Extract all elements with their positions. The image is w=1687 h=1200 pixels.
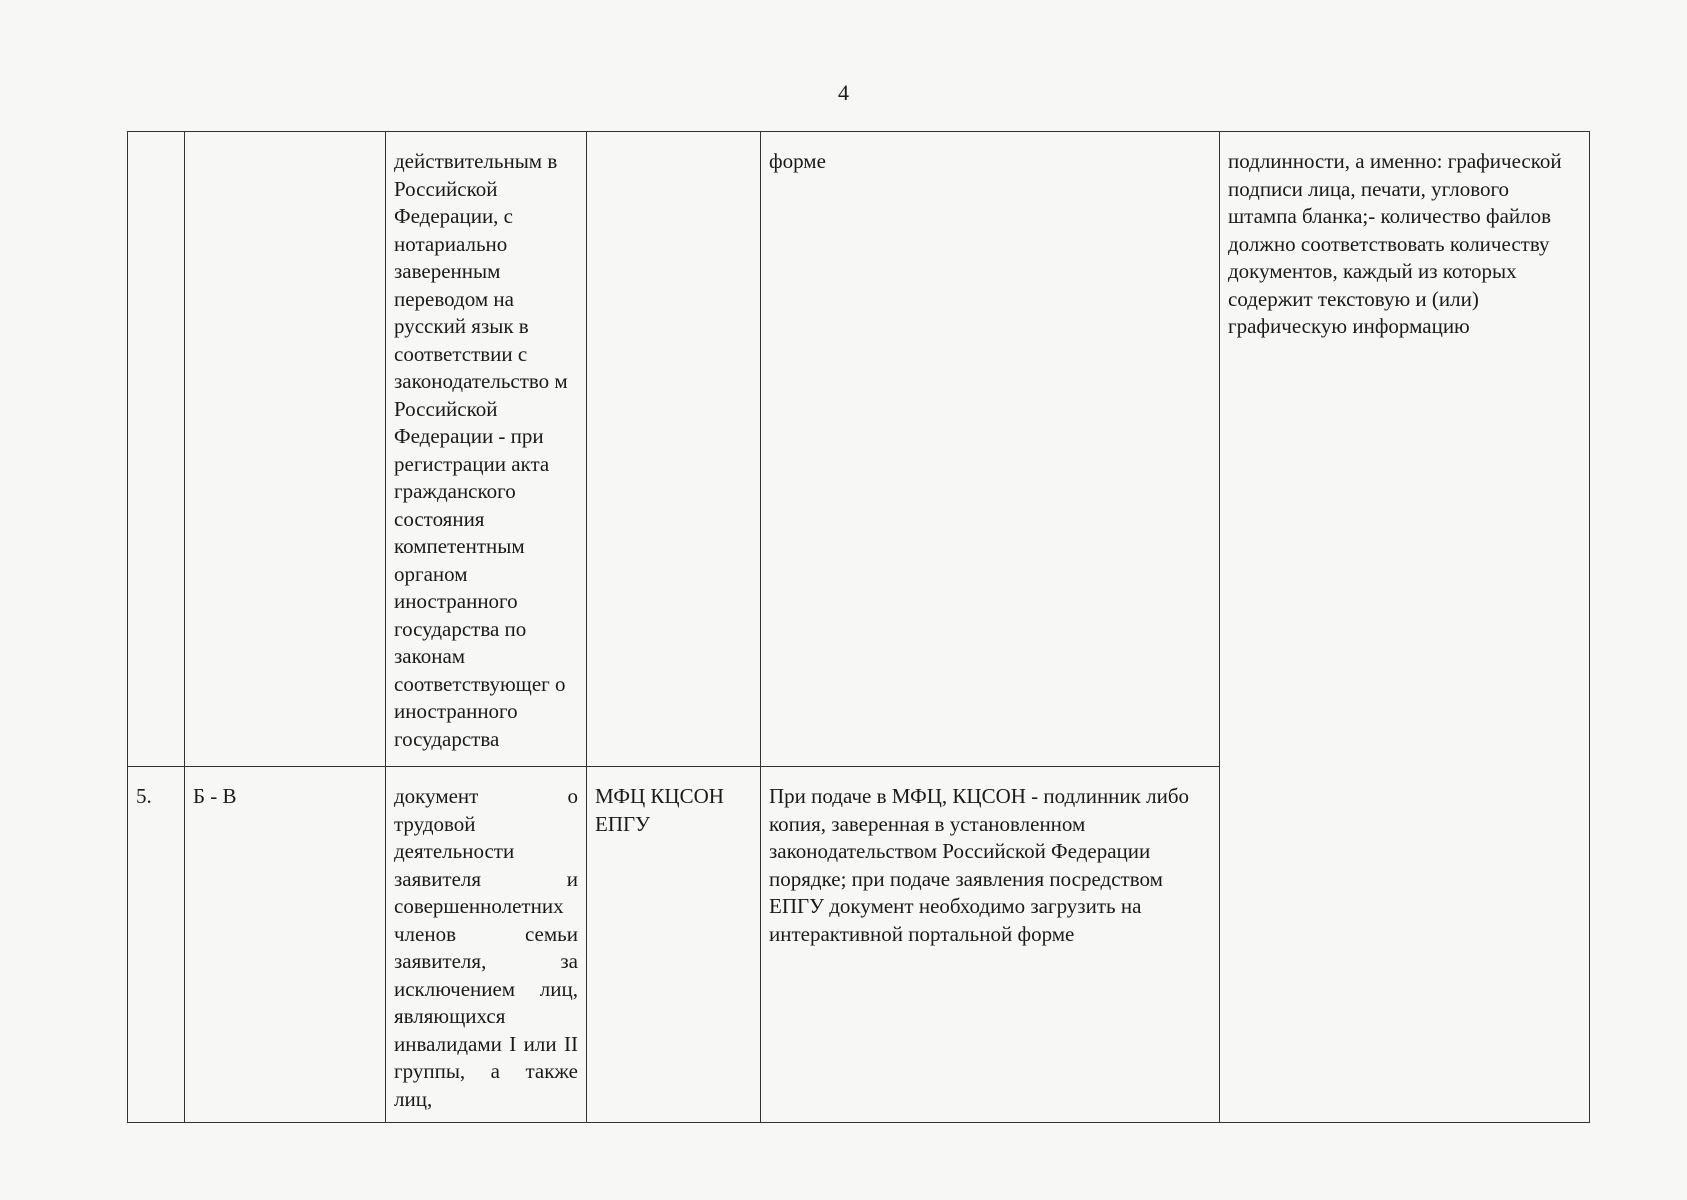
requirements-table xyxy=(127,131,1590,1123)
row-number-cell: 5. xyxy=(128,767,185,1123)
document-name-cell: документ о трудовой деятельности заявителя и совершеннолетних членов семьи заявителя, за исключением лиц, являющихся инвалидами I или II группы, а также лиц, xyxy=(386,767,587,1123)
page-number: 4 xyxy=(838,80,849,105)
document-name-cell: действительным в Российской Федерации, с нотариально заверенным переводом на русский язык в соответствии с законодательство м Российской Федерации - при регистрации акта гражданского состояния компетентным органом иностранного государства по законам соответствующег о иностранного государства xyxy=(386,132,587,767)
submission-channels-cell xyxy=(587,132,761,767)
file-requirements-cell: подлинности, а именно: графической подписи лица, печати, углового штампа бланка;- количество файлов должно соответствовать количеству документов, каждый из которых содержит текстовую и (или) графическую информацию xyxy=(1220,132,1590,1123)
submission-form-cell: При подаче в МФЦ, КЦСОН - подлинник либо копия, заверенная в установленном законодательством Российской Федерации порядке; при подаче заявления посредством ЕПГУ документ необходимо загрузить на интерактивной портальной форме xyxy=(761,767,1220,1123)
category-code-cell xyxy=(185,132,386,767)
row-number-cell xyxy=(128,132,185,767)
submission-channels-cell: МФЦ КЦСОН ЕПГУ xyxy=(587,767,761,1123)
table-row xyxy=(128,132,1590,767)
category-code-cell: Б - В xyxy=(185,767,386,1123)
submission-form-cell: форме xyxy=(761,132,1220,767)
